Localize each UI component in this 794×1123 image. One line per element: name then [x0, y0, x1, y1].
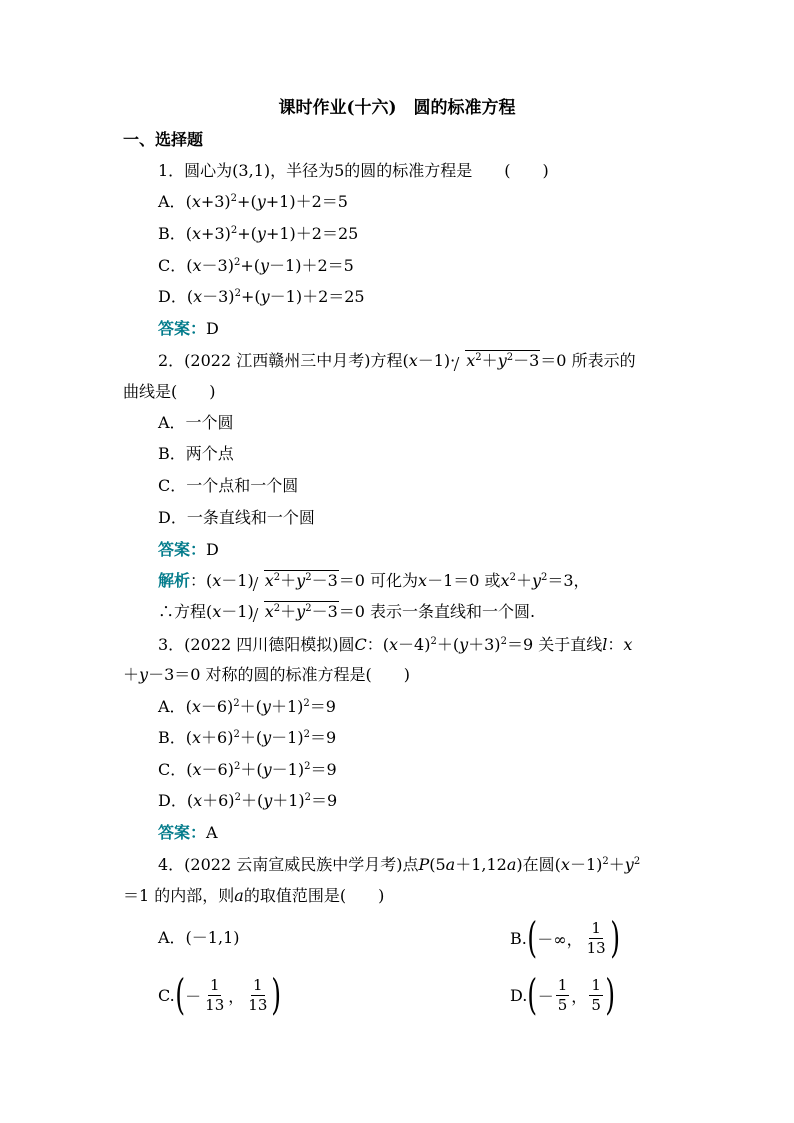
q3-option-c: C．$(x-6)^2+(y-1)^2=9$ [158, 760, 337, 779]
q1-option-b: B．$(x+3)^2+(y+1)+2=25$ [158, 224, 359, 243]
q2-option-c: C．一个点和一个圆 [158, 476, 299, 495]
q3-option-a: A．$(x-6)^2+(y+1)^2=9$ [158, 697, 336, 716]
q2-stem-line2: 曲线是( ) [123, 382, 216, 401]
q4-option-c: C. ( － $\frac{1}{13}$ ， $\frac{1}{13}$ ) [158, 970, 282, 1019]
q4-option-b: B. ( －∞， $\frac{1}{13}$ ) [510, 913, 620, 962]
q2-option-d: D．一条直线和一个圆 [158, 508, 315, 527]
q2-option-b: B．两个点 [158, 444, 234, 463]
page-title: 课时作业(十六) 圆的标准方程 [278, 98, 516, 118]
q4-option-d: D. ( － $\frac{1}{5}$ ， $\frac{1}{5}$ ) [510, 970, 615, 1019]
q3-stem-line2: ＋y－3＝0 对称的圆的标准方程是( ) [123, 665, 410, 684]
q4-stem-line2: ＝1 的内部，则a的取值范围是( ) [123, 886, 385, 905]
q2-conclusion: ∴方程(x－1) $x^2+y^2-3=0$ 表示一条直线和一个圆. [158, 600, 535, 624]
q3-stem: 3．(2022 四川德阳模拟)圆C：$(x-4)^2+(y+3)^2=9$ 关于直线l：x [158, 635, 633, 654]
q3-option-d: D．$(x+6)^2+(y+1)^2=9$ [158, 791, 338, 810]
q1-stem: 1．圆心为(3,1)，半径为5的圆的标准方程是 ( ) [158, 161, 549, 180]
q3-answer: 答案：A [158, 823, 218, 842]
q4-stem: 4．(2022 云南宣威民族中学月考)点P(5a＋1,12a)在圆$(x-1)^2+y^2$ [158, 855, 641, 874]
q1-option-c: C．$(x-3)^2+(y-1)+2=5$ [158, 256, 354, 275]
section-heading: 一、选择题 [123, 130, 204, 149]
q2-analysis: 解析：(x－1) $x^2+y^2-3=0$ 可化为x－1＝0 或$x^2+y^2=3$， [158, 569, 590, 593]
q2-answer: 答案：D [158, 540, 219, 559]
q3-option-b: B．$(x+6)^2+(y-1)^2=9$ [158, 728, 337, 747]
q4-option-a: A．(－1,1) [158, 928, 240, 947]
q2-option-a: A．一个圆 [158, 413, 234, 432]
q1-option-a: A．$(x+3)^2+(y+1)+2=5$ [158, 192, 348, 211]
q2-stem: 2．(2022 江西赣州三中月考)方程$(x-1)\cdot x^2+y^2-3=0$ 所表示的 [158, 349, 636, 373]
q1-option-d: D．$(x-3)^2+(y-1)+2=25$ [158, 287, 365, 306]
q1-answer: 答案：D [158, 319, 219, 338]
